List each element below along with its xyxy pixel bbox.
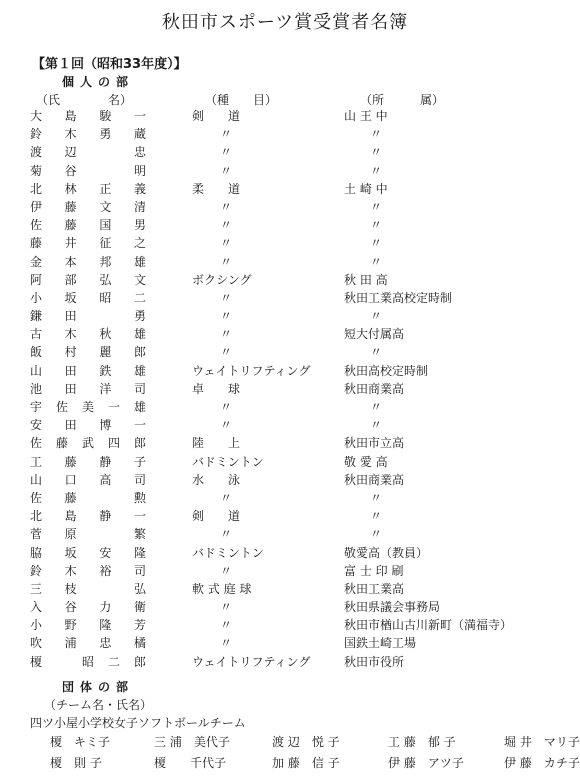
awardee-affiliation: 〃 [370, 418, 383, 433]
individual-row [0, 634, 570, 652]
awardee-sport: 〃 [220, 290, 233, 305]
team-member-name: 三 浦 美代子 [154, 735, 230, 749]
awardee-sport: ウェイトリフティング [192, 363, 311, 378]
awardee-affiliation: 秋田工業高校定時制 [344, 290, 453, 305]
team-member-name: 伊 藤 アツ子 [388, 756, 464, 770]
awardee-name: 三 枝 弘 [30, 581, 146, 596]
awardee-affiliation: 秋田市役所 [344, 654, 405, 669]
individual-row [0, 507, 570, 525]
awardee-name: 佐 藤 国 男 [30, 218, 146, 233]
awardee-sport: 〃 [220, 345, 233, 360]
team-member-name: 伊 藤 カチ子 [504, 756, 580, 770]
awardee-sport: 〃 [220, 490, 233, 505]
team-member-name: 榎 則 子 [50, 756, 102, 770]
awardee-name: 吹 浦 忠 橘 [30, 636, 146, 651]
team-member-row [50, 733, 580, 754]
awardee-affiliation: 〃 [370, 254, 383, 269]
awardee-affiliation: 〃 [370, 345, 383, 360]
awardee-name: 古 木 秋 雄 [30, 327, 146, 342]
group-section-label: 団体の部 [62, 680, 135, 694]
awardee-name: 山 口 高 司 [30, 472, 146, 487]
individual-row [0, 416, 570, 434]
team-member-name: 工 藤 郁 子 [388, 735, 456, 749]
awardee-sport: 剣 道 [192, 109, 241, 123]
individual-row [0, 489, 570, 507]
awardee-affiliation: 秋田高校定時制 [344, 363, 429, 378]
awardee-affiliation: 秋田市楢山古川新町（満福寺） [344, 618, 513, 633]
awardee-affiliation: 秋田商業高 [344, 472, 405, 487]
individual-row [0, 162, 570, 180]
individual-row [0, 471, 570, 489]
awardee-name: 鎌 田 勇 [30, 309, 146, 324]
awardee-sport: 〃 [220, 218, 233, 233]
awardee-name: 伊 藤 文 清 [30, 199, 146, 214]
awardee-name: 池 田 洋 司 [30, 381, 146, 396]
awardee-sport: 〃 [220, 199, 233, 214]
individual-row [0, 107, 570, 125]
group-subheading: （チーム名・氏名） [44, 698, 153, 712]
awardee-sport: 〃 [220, 163, 233, 178]
awardee-name: 鈴 木 裕 司 [30, 563, 146, 578]
awardee-sport: 軟 式 庭 球 [192, 581, 252, 596]
awardee-sport: 〃 [220, 418, 233, 433]
awardee-sport: ボクシング [192, 272, 252, 287]
individual-row [0, 544, 570, 562]
awardee-affiliation: 〃 [370, 163, 383, 178]
awardee-affiliation: 〃 [370, 236, 383, 251]
awardee-sport: 〃 [220, 127, 233, 142]
individual-row [0, 616, 570, 634]
awardee-sport: 〃 [220, 309, 233, 324]
awardee-name: 脇 坂 安 隆 [30, 545, 146, 560]
awardee-sport: 〃 [220, 636, 233, 651]
awardee-name: 菊 谷 明 [30, 163, 146, 178]
awardee-sport: 〃 [220, 527, 233, 542]
individual-row [0, 380, 570, 398]
awardee-sport: 剣 道 [192, 509, 241, 524]
awardee-affiliation: 〃 [370, 309, 383, 324]
team-member-row [50, 754, 580, 775]
awardee-name: 入 谷 力 衛 [30, 600, 146, 615]
awardee-affiliation: 富 士 印 刷 [344, 563, 404, 578]
awardee-affiliation: 土 崎 中 [344, 181, 388, 196]
individual-row [0, 180, 570, 198]
awardee-name: 菅 原 繁 [30, 527, 146, 542]
awardee-affiliation: 〃 [370, 509, 383, 524]
individual-row [0, 125, 570, 143]
awardee-affiliation: 国鉄土崎工場 [344, 636, 417, 651]
awardee-name: 阿 部 弘 文 [30, 272, 146, 287]
individual-row [0, 580, 570, 598]
awardee-name: 鈴 木 勇 蔵 [30, 127, 146, 142]
individual-row [0, 307, 570, 325]
edition-heading: 【第１回（昭和33年度）】 [32, 57, 187, 72]
individual-list [0, 107, 570, 671]
awardee-sport: 卓 球 [192, 381, 241, 396]
awardee-name: 工 藤 静 子 [30, 454, 146, 469]
column-header-name: （氏 名） [36, 93, 133, 107]
individual-row [0, 362, 570, 380]
individual-row [0, 343, 570, 361]
team-member-name: 榎 キミ子 [50, 735, 111, 749]
individual-row [0, 234, 570, 252]
awardee-name: 渡 辺 忠 [30, 145, 146, 160]
awardee-affiliation: 〃 [370, 145, 383, 160]
awardee-name: 小 坂 昭 二 [30, 290, 146, 305]
individual-row [0, 434, 570, 452]
awardee-name: 佐 藤 武 四 郎 [30, 436, 146, 451]
awardee-sport: 〃 [220, 327, 233, 342]
individual-row [0, 653, 570, 671]
awardee-name: 北 島 静 一 [30, 509, 146, 524]
individual-row [0, 453, 570, 471]
awardee-name: 安 田 博 一 [30, 418, 146, 433]
awardee-name: 宇 佐 美 一 雄 [30, 400, 146, 414]
team-member-list [50, 733, 580, 775]
awardee-sport: 〃 [220, 254, 233, 269]
individual-row [0, 398, 570, 416]
team-member-name: 渡 辺 悦 子 [272, 735, 340, 749]
awardee-affiliation: 敬 愛 高 [344, 454, 388, 469]
individual-row [0, 216, 570, 234]
column-header-sport: （種 目） [205, 93, 278, 107]
awardee-sport: 〃 [220, 618, 233, 633]
individual-section-label: 個人の部 [62, 75, 135, 89]
awardee-name: 北 林 正 義 [30, 181, 146, 196]
awardee-name: 藤 井 征 之 [30, 236, 146, 251]
page-title: 秋田市スポーツ賞受賞者名簿 [161, 12, 409, 33]
awardee-affiliation: 秋田商業高 [344, 381, 405, 396]
awardee-affiliation: 〃 [370, 400, 383, 414]
awardee-affiliation: 敬愛高（教員） [344, 545, 429, 560]
individual-row [0, 143, 570, 161]
awardee-affiliation: 〃 [370, 218, 383, 233]
individual-row [0, 253, 570, 271]
awardee-affiliation: 秋 田 高 [344, 272, 388, 287]
awardee-sport: バドミントン [192, 545, 264, 560]
awardee-sport: 陸 上 [192, 436, 241, 451]
awardee-affiliation: 短大付属高 [344, 327, 405, 342]
awardee-name: 金 本 邦 雄 [30, 254, 146, 269]
individual-row [0, 598, 570, 616]
awardee-affiliation: 〃 [370, 199, 383, 214]
awardee-sport: 〃 [220, 400, 233, 414]
individual-row [0, 271, 570, 289]
awardee-affiliation: 山 王 中 [344, 109, 388, 123]
awardee-name: 小 野 隆 芳 [30, 618, 146, 633]
team-member-name: 加 藤 信 子 [272, 756, 340, 770]
awardee-sport: 〃 [220, 236, 233, 251]
individual-row [0, 198, 570, 216]
column-header-affiliation: （所 属） [360, 93, 445, 107]
awardee-affiliation: 秋田工業高 [344, 581, 405, 596]
awardee-affiliation: 〃 [370, 527, 383, 542]
awardee-sport: バドミントン [192, 454, 264, 469]
individual-row [0, 562, 570, 580]
awardee-sport: 〃 [220, 563, 233, 578]
awardee-sport: 〃 [220, 145, 233, 160]
individual-row [0, 525, 570, 543]
awardee-affiliation: 秋田県議会事務局 [344, 600, 441, 615]
individual-row [0, 289, 570, 307]
awardee-name: 山 田 鉄 雄 [30, 363, 146, 378]
awardee-name: 佐 藤 勲 [30, 490, 146, 505]
awardee-sport: 柔 道 [192, 181, 241, 196]
individual-row [0, 325, 570, 343]
awardee-affiliation: 〃 [370, 127, 383, 142]
team-member-name: 堀 井 マリ子 [504, 735, 580, 749]
awardee-name: 大 島 駿 一 [30, 109, 146, 123]
awardee-affiliation: 秋田市立高 [344, 436, 405, 451]
team-name: 四ツ小屋小学校女子ソフトボールチーム [30, 716, 246, 730]
awardee-sport: ウェイトリフティング [192, 654, 311, 669]
awardee-sport: 水 泳 [192, 472, 241, 487]
awardee-name: 榎 昭 二 郎 [30, 654, 146, 669]
awardee-sport: 〃 [220, 600, 233, 615]
team-member-name: 榎 千代子 [154, 756, 227, 770]
awardee-name: 飯 村 麗 郎 [30, 345, 146, 360]
awardee-affiliation: 〃 [370, 490, 383, 505]
